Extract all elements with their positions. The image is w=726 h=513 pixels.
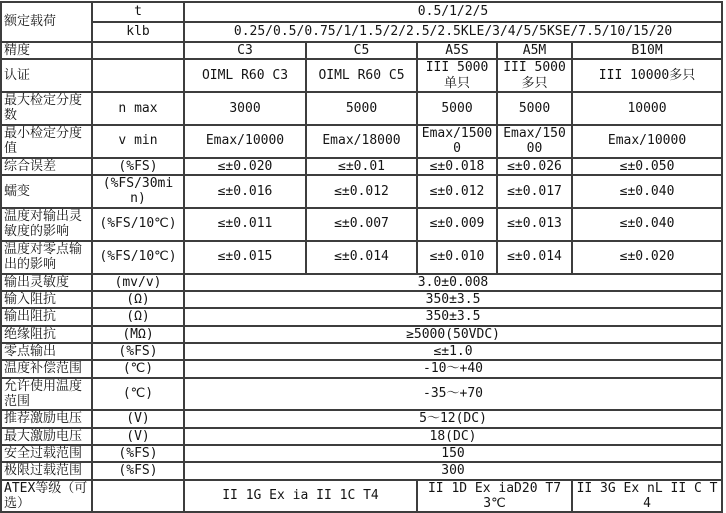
row-accuracy (1, 42, 722, 59)
row-label: 输出灵敏度 (1, 274, 92, 291)
row-label: 极限过载范围 (1, 462, 92, 479)
value-cell: Emax/18000 (306, 125, 417, 158)
value-cell: ≤±1.0 (184, 343, 722, 360)
value-cell: ≤±0.018 (417, 158, 497, 175)
unit-cell: (V) (92, 428, 184, 445)
value-cell: ≤±0.020 (184, 158, 306, 175)
value-cell: 5000 (306, 92, 417, 125)
row-safe-overload-range (1, 445, 722, 462)
unit-cell: (℃) (92, 378, 184, 411)
grade-header-cell: C5 (306, 42, 417, 59)
value-cell: 0.5/1/2/5 (184, 2, 722, 22)
row-label: 安全过载范围 (1, 445, 92, 462)
row-label: 温度对输出灵敏度的影响 (1, 208, 92, 241)
unit-cell: (%FS/10℃) (92, 208, 184, 241)
value-cell: ≤±0.01 (306, 158, 417, 175)
grade-header-cell: B10M (572, 42, 722, 59)
row-label: 输入阻抗 (1, 291, 92, 308)
unit-cell: (%FS/10℃) (92, 241, 184, 274)
value-cell: -35～+70 (184, 378, 722, 411)
value-cell: 18(DC) (184, 428, 722, 445)
value-cell: ≤±0.007 (306, 208, 417, 241)
value-cell: III 5000单只 (417, 59, 497, 92)
row-label: 零点输出 (1, 343, 92, 360)
unit-cell: (%FS) (92, 343, 184, 360)
row-label: 温度补偿范围 (1, 360, 92, 377)
row-operating-temp-range (1, 378, 722, 411)
row-label: 精度 (1, 42, 92, 59)
value-cell: 3.0±0.008 (184, 274, 722, 291)
unit-cell: (%FS/30min) (92, 175, 184, 208)
value-cell: ≤±0.040 (572, 208, 722, 241)
row-creep (1, 175, 722, 208)
value-cell: Emax/15000 (417, 125, 497, 158)
row-label: 允许使用温度范围 (1, 378, 92, 411)
value-cell: ≤±0.011 (184, 208, 306, 241)
row-atex-rating (1, 480, 722, 513)
value-cell: ≤±0.050 (572, 158, 722, 175)
grade-header-cell: A5S (417, 42, 497, 59)
row-max-excitation-voltage (1, 428, 722, 445)
row-label: 最大激励电压 (1, 428, 92, 445)
unit-cell: (Ω) (92, 291, 184, 308)
value-cell: 0.25/0.5/0.75/1/1.5/2/2.5/2.5KLE/3/4/5/5KSE/7.5/10/15/20 (184, 22, 722, 42)
value-cell: 5000 (417, 92, 497, 125)
row-input-impedance (1, 291, 722, 308)
value-cell: ≤±0.016 (184, 175, 306, 208)
row-label: 认证 (1, 59, 92, 92)
value-cell: III 5000多只 (497, 59, 572, 92)
value-cell: ≤±0.020 (572, 241, 722, 274)
value-cell: OIML R60 C5 (306, 59, 417, 92)
row-rated-load-klb (1, 22, 722, 42)
value-cell: Emax/15000 (497, 125, 572, 158)
value-cell: II 3G Ex nL II C T4 (572, 480, 722, 513)
row-label: 最小检定分度值 (1, 125, 92, 158)
grade-header-cell: C3 (184, 42, 306, 59)
unit-cell: (MΩ) (92, 326, 184, 343)
value-cell: 10000 (572, 92, 722, 125)
row-rated-load-t (1, 2, 722, 22)
row-label: ATEX等级（可选） (1, 480, 92, 513)
value-cell: III 10000多只 (572, 59, 722, 92)
value-cell: ≤±0.010 (417, 241, 497, 274)
row-output-sensitivity (1, 274, 722, 291)
row-label: 绝缘阻抗 (1, 326, 92, 343)
row-label: 温度对零点输出的影响 (1, 241, 92, 274)
value-cell: II 1G Ex ia II 1C T4 (184, 480, 417, 513)
unit-cell: (%FS) (92, 158, 184, 175)
row-combined-error (1, 158, 722, 175)
unit-cell: v min (92, 125, 184, 158)
unit-cell (92, 42, 184, 59)
value-cell: ≤±0.015 (184, 241, 306, 274)
row-temp-effect-sensitivity (1, 208, 722, 241)
row-label: 最大检定分度数 (1, 92, 92, 125)
unit-cell (92, 59, 184, 92)
row-temp-effect-zero (1, 241, 722, 274)
row-zero-output (1, 343, 722, 360)
row-insulation-impedance (1, 326, 722, 343)
unit-cell: (mv/v) (92, 274, 184, 291)
unit-cell: (%FS) (92, 462, 184, 479)
unit-cell: (Ω) (92, 308, 184, 325)
row-label: 输出阻抗 (1, 308, 92, 325)
value-cell: ≤±0.012 (417, 175, 497, 208)
unit-cell: (%FS) (92, 445, 184, 462)
row-recommended-excitation-voltage (1, 410, 722, 427)
value-cell: 350±3.5 (184, 291, 722, 308)
row-temp-compensation-range (1, 360, 722, 377)
value-cell: Emax/10000 (184, 125, 306, 158)
value-cell: 150 (184, 445, 722, 462)
value-cell: 300 (184, 462, 722, 479)
unit-cell: (℃) (92, 360, 184, 377)
value-cell: OIML R60 C3 (184, 59, 306, 92)
row-label: 额定载荷 (1, 2, 92, 42)
unit-cell: (V) (92, 410, 184, 427)
value-cell: ≥5000(50VDC) (184, 326, 722, 343)
value-cell: ≤±0.017 (497, 175, 572, 208)
unit-cell: n max (92, 92, 184, 125)
value-cell: II 1D Ex iaD20 T73℃ (417, 480, 572, 513)
value-cell: -10～+40 (184, 360, 722, 377)
value-cell: 5～12(DC) (184, 410, 722, 427)
value-cell: ≤±0.014 (497, 241, 572, 274)
row-label: 推荐激励电压 (1, 410, 92, 427)
row-n-max (1, 92, 722, 125)
value-cell: ≤±0.026 (497, 158, 572, 175)
row-label: 蠕变 (1, 175, 92, 208)
row-v-min (1, 125, 722, 158)
load-cell-spec-table (0, 1, 723, 513)
value-cell: Emax/10000 (572, 125, 722, 158)
unit-cell: t (92, 2, 184, 22)
value-cell: ≤±0.014 (306, 241, 417, 274)
unit-cell (92, 480, 184, 513)
value-cell: ≤±0.040 (572, 175, 722, 208)
row-certification (1, 59, 722, 92)
row-output-impedance (1, 308, 722, 325)
value-cell: ≤±0.012 (306, 175, 417, 208)
value-cell: 5000 (497, 92, 572, 125)
row-label: 综合误差 (1, 158, 92, 175)
value-cell: ≤±0.009 (417, 208, 497, 241)
row-ultimate-overload-range (1, 462, 722, 479)
value-cell: ≤±0.013 (497, 208, 572, 241)
unit-cell: klb (92, 22, 184, 42)
value-cell: 3000 (184, 92, 306, 125)
grade-header-cell: A5M (497, 42, 572, 59)
value-cell: 350±3.5 (184, 308, 722, 325)
